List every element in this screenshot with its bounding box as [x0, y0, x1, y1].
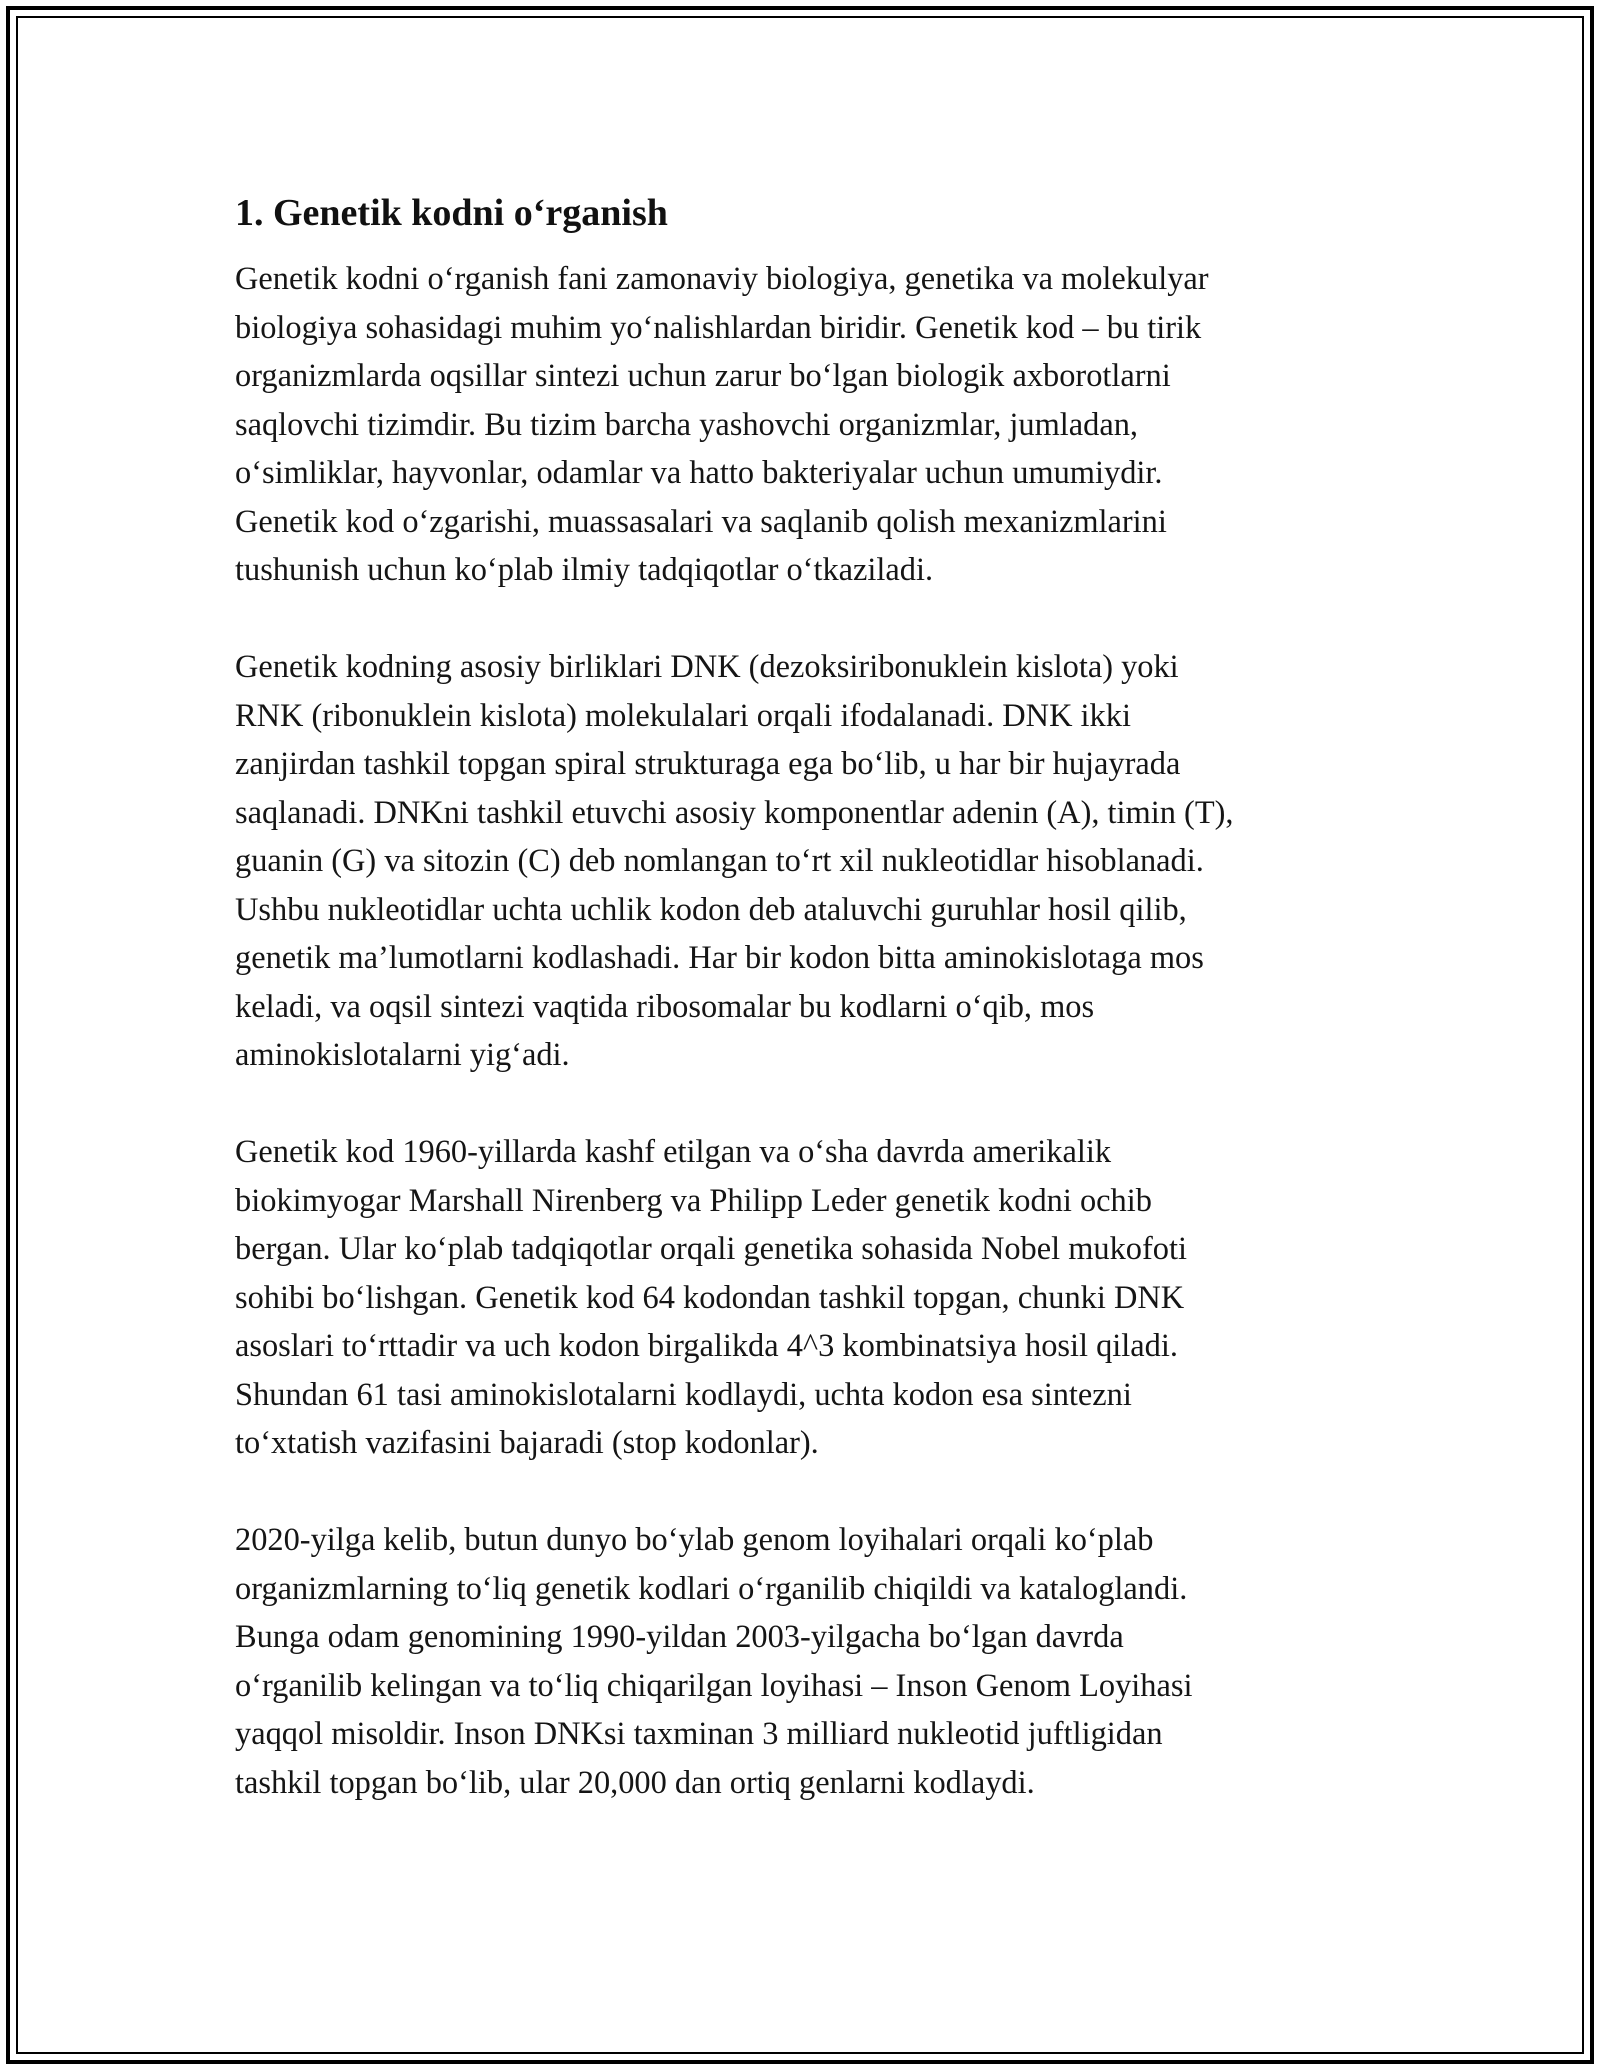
paragraph-line: Ushbu nukleotidlar uchta uchlik kodon deb ataluvchi guruhlar hosil qilib,	[235, 891, 1187, 928]
paragraph-line: bergan. Ular ko‘plab tadqiqotlar orqali genetika sohasida Nobel mukofoti	[235, 1231, 1187, 1267]
section-heading: 1. Genetik kodni o‘rganish	[235, 192, 668, 234]
paragraph-line: saqlovchi tizimdir. Bu tizim barcha yashovchi organizmlar, jumladan,	[235, 406, 1139, 443]
paragraph-line: asoslari to‘rttadir va uch kodon birgalikda 4^3 kombinatsiya hosil qiladi.	[235, 1328, 1178, 1364]
paragraph-line: organizmlarning to‘liq genetik kodlari o‘rganilib chiqildi va kataloglandi.	[235, 1570, 1188, 1607]
paragraph-line: biokimyogar Marshall Nirenberg va Philipp Leder genetik kodni ochib	[235, 1182, 1152, 1219]
paragraph-line: RNK (ribonuklein kislota) molekulalari orqali ifodalanadi. DNK ikki	[235, 697, 1131, 734]
paragraph-line: saqlanadi. DNKni tashkil etuvchi asosiy komponentlar adenin (A), timin (T),	[235, 794, 1234, 831]
paragraph-line: tashkil topgan bo‘lib, ular 20,000 dan ortiq genlarni kodlaydi.	[235, 1764, 1035, 1801]
paragraph-line: Bunga odam genomining 1990-yildan 2003-yilgacha bo‘lgan davrda	[235, 1619, 1124, 1655]
paragraph-line: yaqqol misoldir. Inson DNKsi taxminan 3 milliard nukleotid juftligidan	[235, 1716, 1163, 1752]
paragraph-line: keladi, va oqsil sintezi vaqtida ribosomalar bu kodlarni o‘qib, mos	[235, 988, 1095, 1025]
paragraph	[235, 1128, 1385, 1468]
paragraph-line: to‘xtatish vazifasini bajaradi (stop kodonlar).	[235, 1425, 819, 1461]
paragraph-line: genetik ma’lumotlarni kodlashadi. Har bir kodon bitta aminokislotaga mos	[235, 940, 1204, 976]
paragraph	[235, 643, 1385, 1080]
paragraph-line: sohibi bo‘lishgan. Genetik kod 64 kodondan tashkil topgan, chunki DNK	[235, 1279, 1185, 1316]
paragraph-line: Shundan 61 tasi aminokislotalarni kodlaydi, uchta kodon esa sintezni	[235, 1376, 1132, 1413]
paragraph-line: Genetik kodning asosiy birliklari DNK (dezoksiribonuklein kislota) yoki	[235, 649, 1179, 685]
paragraph-line: tushunish uchun ko‘plab ilmiy tadqiqotlar o‘tkaziladi.	[235, 552, 934, 588]
paragraph	[235, 1516, 1385, 1807]
paragraph-line: o‘rganilib kelingan va to‘liq chiqarilgan loyihasi – Inson Genom Loyihasi	[235, 1667, 1193, 1704]
paragraph-line: o‘simliklar, hayvonlar, odamlar va hatto bakteriyalar uchun umumiydir.	[235, 455, 1163, 491]
paragraph-line: Genetik kodni o‘rganish fani zamonaviy biologiya, genetika va molekulyar	[235, 261, 1209, 297]
paragraph-line: biologiya sohasidagi muhim yo‘nalishlardan biridir. Genetik kod – bu tirik	[235, 309, 1202, 346]
paragraph-line: Genetik kod 1960-yillarda kashf etilgan va o‘sha davrda amerikalik	[235, 1134, 1112, 1170]
paragraph-line: guanin (G) va sitozin (C) deb nomlangan to‘rt xil nukleotidlar hisoblanadi.	[235, 843, 1204, 879]
paragraph-line: 2020-yilga kelib, butun dunyo bo‘ylab genom loyihalari orqali ko‘plab	[235, 1522, 1154, 1558]
document-body	[235, 185, 1385, 1807]
paragraph	[235, 255, 1385, 595]
paragraph-container	[235, 255, 1385, 1807]
paragraph-line: organizmlarda oqsillar sintezi uchun zarur bo‘lgan biologik axborotlarni	[235, 358, 1171, 394]
paragraph-line: Genetik kod o‘zgarishi, muassasalari va saqlanib qolish mexanizmlarini	[235, 503, 1167, 540]
paragraph-line: aminokislotalarni yig‘adi.	[235, 1037, 570, 1073]
paragraph-line: zanjirdan tashkil topgan spiral strukturaga ega bo‘lib, u har bir hujayrada	[235, 746, 1181, 782]
